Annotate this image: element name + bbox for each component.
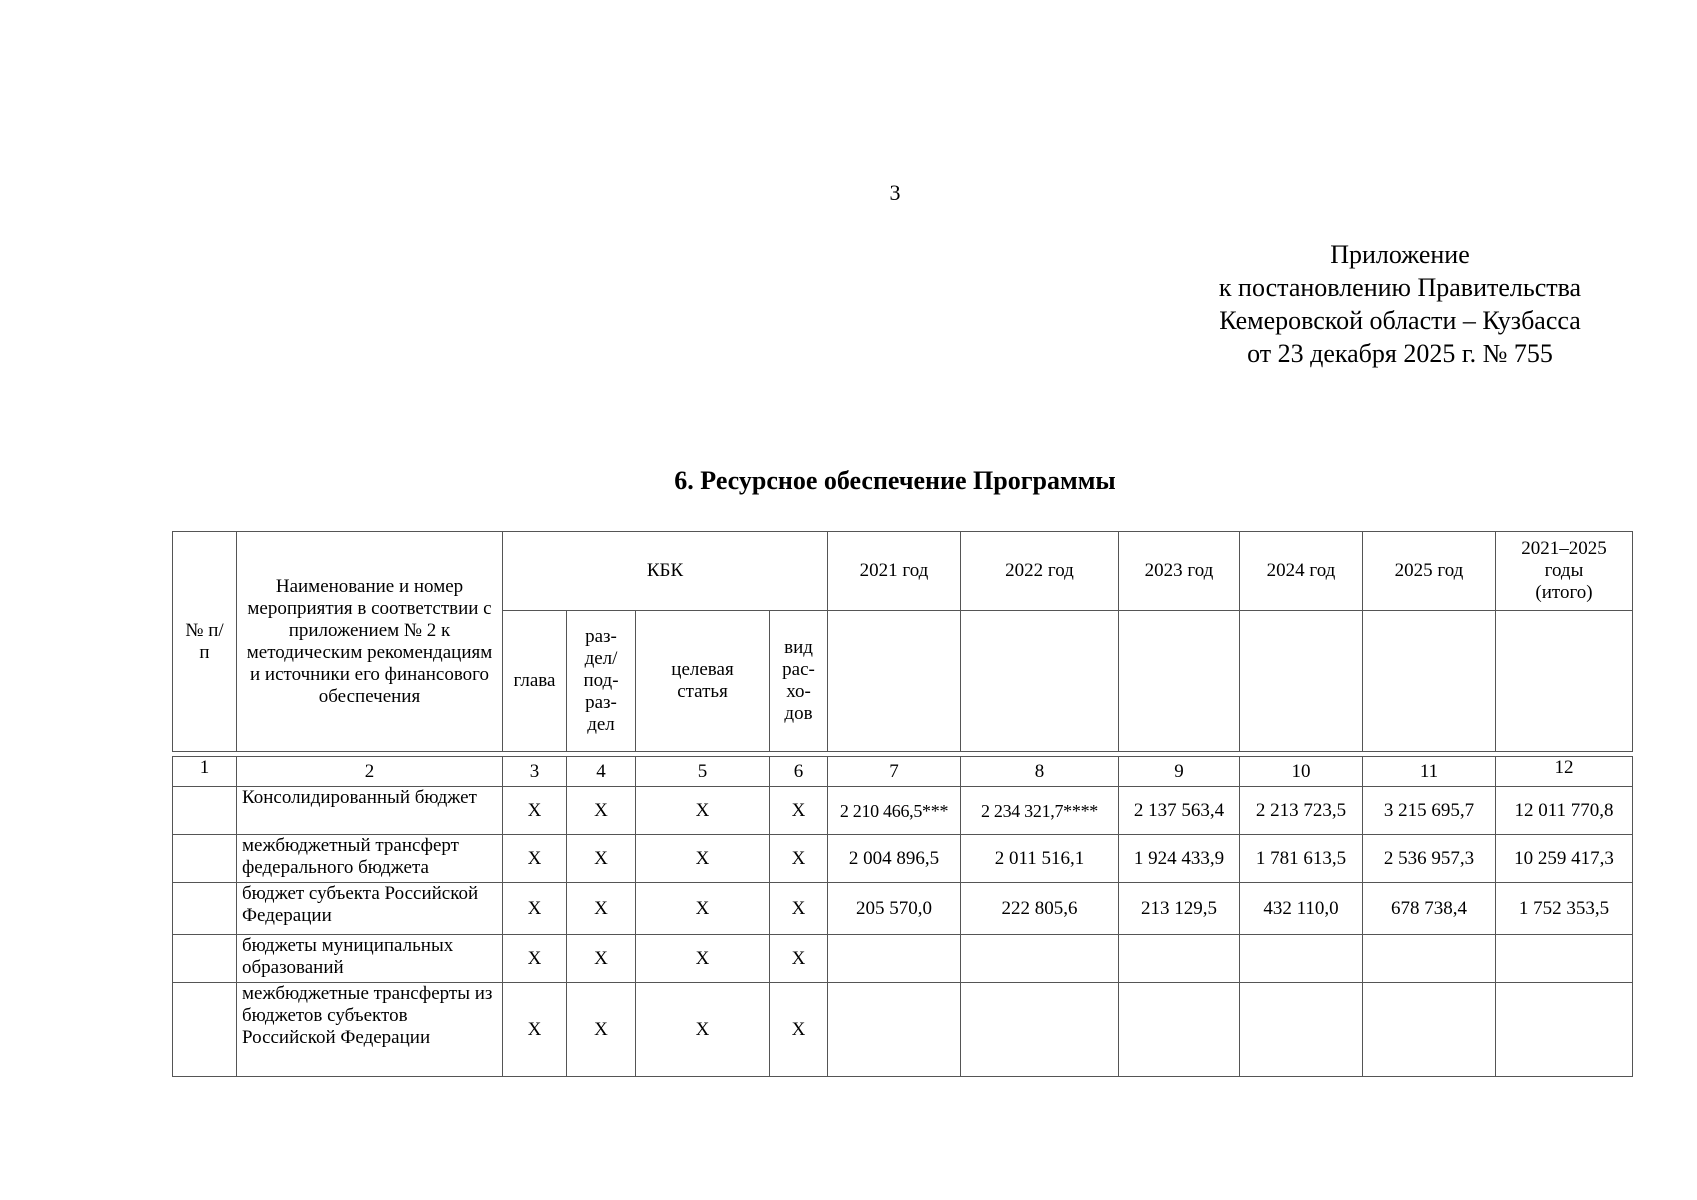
value-cell [1363, 983, 1496, 1077]
header-kbk-target: целевая статья [636, 611, 770, 752]
table-row [173, 983, 1633, 1077]
value-cell [1240, 983, 1363, 1077]
kbk-cell: X [567, 935, 636, 983]
header-empty [1363, 611, 1496, 752]
row-name: бюджет субъекта Российской Федерации [237, 883, 503, 935]
row-num [173, 983, 237, 1077]
column-number: 9 [1119, 757, 1240, 787]
table-body [172, 756, 1633, 1077]
value-cell [828, 935, 961, 983]
column-number: 2 [237, 757, 503, 787]
row-name: Консолидированный бюджет [237, 787, 503, 835]
kbk-cell: X [503, 787, 567, 835]
value-cell: 3 215 695,7 [1363, 787, 1496, 835]
value-cell: 2 137 563,4 [1119, 787, 1240, 835]
value-cell [1496, 983, 1633, 1077]
row-num [173, 935, 237, 983]
value-cell: 1 781 613,5 [1240, 835, 1363, 883]
value-cell: 2 210 466,5*** [828, 787, 961, 835]
value-cell [961, 935, 1119, 983]
table-row [173, 835, 1633, 883]
kbk-cell: X [503, 935, 567, 983]
row-num [173, 883, 237, 935]
kbk-cell: X [503, 883, 567, 935]
approval-line: Приложение [1330, 240, 1470, 269]
row-num [173, 835, 237, 883]
header-year: 2023 год [1119, 532, 1240, 611]
header-kbk: КБК [503, 532, 828, 611]
value-cell: 222 805,6 [961, 883, 1119, 935]
value-cell [1363, 935, 1496, 983]
kbk-cell: X [636, 835, 770, 883]
header-year: 2025 год [1363, 532, 1496, 611]
table-row [173, 787, 1633, 835]
value-cell [1119, 983, 1240, 1077]
kbk-cell: X [567, 787, 636, 835]
page-number: 3 [889, 180, 901, 205]
header-empty [828, 611, 961, 752]
value-cell [828, 983, 961, 1077]
approval-line: к постановлению Правительства [1218, 273, 1582, 302]
column-number: 5 [636, 757, 770, 787]
value-cell: 2 213 723,5 [1240, 787, 1363, 835]
kbk-cell: X [636, 935, 770, 983]
value-cell: 2 004 896,5 [828, 835, 961, 883]
section-title: 6. Ресурсное обеспечение Программы [674, 466, 1116, 495]
row-name: межбюджетный трансферт федерального бюджета [237, 835, 503, 883]
column-number: 10 [1240, 757, 1363, 787]
kbk-cell: X [567, 983, 636, 1077]
value-cell: 10 259 417,3 [1496, 835, 1633, 883]
header-empty [961, 611, 1119, 752]
kbk-cell: X [636, 787, 770, 835]
header-num: № п/п [173, 532, 237, 752]
header-kbk-section: раз-дел/ под-раз-дел [567, 611, 636, 752]
kbk-cell: X [567, 883, 636, 935]
value-cell [961, 983, 1119, 1077]
value-cell: 205 570,0 [828, 883, 961, 935]
column-number: 1 [173, 757, 237, 787]
table-row [173, 935, 1633, 983]
column-number: 11 [1363, 757, 1496, 787]
kbk-cell: X [770, 787, 828, 835]
column-number: 7 [828, 757, 961, 787]
header-kbk-expense: вид рас-хо-дов [770, 611, 828, 752]
kbk-cell: X [770, 835, 828, 883]
value-cell: 2 536 957,3 [1363, 835, 1496, 883]
value-cell: 1 924 433,9 [1119, 835, 1240, 883]
column-number: 3 [503, 757, 567, 787]
column-number: 6 [770, 757, 828, 787]
header-year: 2024 год [1240, 532, 1363, 611]
kbk-cell: X [636, 983, 770, 1077]
value-cell: 1 752 353,5 [1496, 883, 1633, 935]
value-cell: 2 011 516,1 [961, 835, 1119, 883]
approval-line: Кемеровской области – Кузбасса [1219, 306, 1581, 335]
kbk-cell: X [770, 983, 828, 1077]
kbk-cell: X [770, 935, 828, 983]
column-number: 4 [567, 757, 636, 787]
row-num [173, 787, 237, 835]
table-row [173, 883, 1633, 935]
column-number: 12 [1496, 757, 1633, 787]
value-cell [1240, 935, 1363, 983]
row-name: бюджеты муниципальных образований [237, 935, 503, 983]
kbk-cell: X [567, 835, 636, 883]
approval-line: от 23 декабря 2025 г. № 755 [1247, 339, 1553, 368]
value-cell: 432 110,0 [1240, 883, 1363, 935]
kbk-cell: X [770, 883, 828, 935]
value-cell: 2 234 321,7**** [961, 787, 1119, 835]
kbk-cell: X [636, 883, 770, 935]
header-empty [1240, 611, 1363, 752]
table-header [172, 531, 1633, 752]
value-cell [1119, 935, 1240, 983]
header-empty [1496, 611, 1633, 752]
row-name: межбюджетные трансферты из бюджетов субъектов Российской Федерации [237, 983, 503, 1077]
value-cell: 213 129,5 [1119, 883, 1240, 935]
header-year: 2022 год [961, 532, 1119, 611]
kbk-cell: X [503, 835, 567, 883]
header-kbk-chapter: глава [503, 611, 567, 752]
header-year: 2021 год [828, 532, 961, 611]
value-cell [1496, 935, 1633, 983]
header-name: Наименование и номер мероприятия в соответствии с приложением № 2 к методическим рекомендациям и источники его финансового обеспечения [237, 532, 503, 752]
kbk-cell: X [503, 983, 567, 1077]
value-cell: 12 011 770,8 [1496, 787, 1633, 835]
column-number: 8 [961, 757, 1119, 787]
header-empty [1119, 611, 1240, 752]
approval-block [1170, 238, 1630, 370]
column-numbers-row [173, 757, 1633, 787]
header-total: 2021–2025 годы (итого) [1496, 532, 1633, 611]
value-cell: 678 738,4 [1363, 883, 1496, 935]
